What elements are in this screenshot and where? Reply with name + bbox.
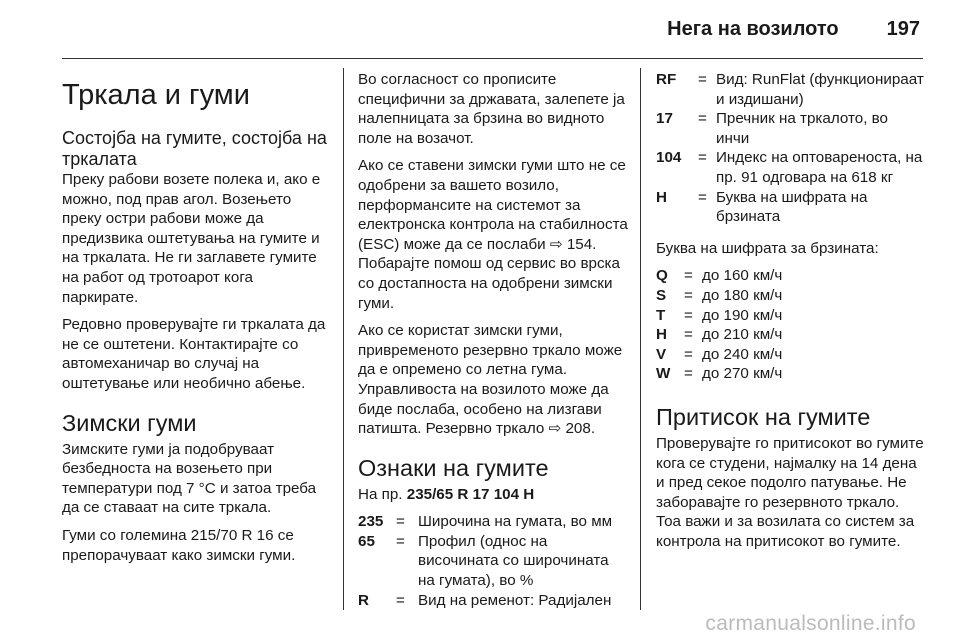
example-prefix: На пр. [358, 485, 407, 503]
definition-row: H = Буква на шифрата на брзината [656, 188, 868, 226]
definition-row: 65 = Профил (однос на височината со широчината на гумата), во % [358, 532, 609, 590]
column-3 [656, 70, 924, 559]
speed-row: S = до 180 км/ч [656, 286, 783, 304]
paragraph: Редовно проверувајте ги тркалата да не се оштетени. Контактирајте со автомеханичар во случај на оштетување или необично абење. [62, 316, 326, 392]
speed-code-intro: Буква на шифрата за брзината: [656, 239, 879, 257]
paragraph: Ако се ставени зимски гуми што не се одобрени за вашето возило, перформансите на системот за електронска контрола на стабилноста (ESC) може да се послаби ⇨ 154. Побарајте помош од сервис во врска со достапноста на одобрени зимски гуми. [358, 157, 628, 312]
section-heading-winter-tires: Зимски гуми [62, 409, 197, 436]
definition-row: 235 = Широчина на гумата, во мм [358, 513, 613, 531]
watermark: carmanualsonline.info [705, 612, 916, 635]
speed-row: T = до 190 км/ч [656, 306, 783, 324]
header-rule [62, 58, 923, 59]
column-2 [358, 70, 628, 622]
column-divider-1 [343, 68, 344, 610]
section-heading-tire-designations: Ознаки на гумите [358, 454, 549, 481]
definition-row: RF = Вид: RunFlat (функционираат и издишани) [656, 71, 924, 108]
section-heading-tire-pressure: Притисок на гумите [656, 403, 871, 430]
column-1 [62, 70, 330, 573]
section-heading-tire-condition: Состојба на гумите, состојба на тркалата [62, 128, 327, 169]
definition-row: 17 = Пречник на тркалото, во инчи [656, 110, 888, 147]
paragraph: Ако се користат зимски гуми, привременото резервно тркало може да е опремено со летна гума. Управливоста на возилото може да биде послаба, особено на лизгави патишта. Резервно тркало ⇨ 208. [358, 322, 623, 438]
definition-list [656, 70, 924, 227]
page-header [667, 18, 920, 41]
paragraph: Во согласност со прописите специфични за државата, залепете ја налепницата за брзина во видното поле на возачот. [358, 71, 625, 147]
paragraph: Зимските гуми ја подобруваат безбедноста на возењето при температури под 7 °C и затоа треба да се ставаат на сите тркала. [62, 440, 317, 517]
definition-row: 104 = Индекс на оптовареноста, на пр. 91 одговара на 618 кг [656, 149, 923, 186]
speed-code-list [656, 266, 924, 384]
speed-row: Q = до 160 км/ч [656, 267, 783, 285]
header-title: Нега на возилото [667, 18, 839, 40]
tire-code-example [358, 485, 628, 505]
example-code: 235/65 R 17 104 H [406, 485, 535, 503]
definition-row: R = Вид на ременот: Радијален [358, 591, 612, 609]
speed-row: H = до 210 км/ч [656, 326, 783, 344]
speed-row: V = до 240 км/ч [656, 345, 783, 363]
page-number: 197 [886, 18, 920, 40]
chapter-heading: Тркала и гуми [62, 79, 250, 111]
column-divider-2 [640, 68, 641, 610]
paragraph: Проверувајте го притисокот во гумите кога се студени, најмалку на 14 дена и пред секое подолго патување. Не заборавајте го резервното тркало. Тоа важи и за возилата со систем за контрола на притисокот во гумите. [656, 434, 924, 550]
speed-row: W = до 270 км/ч [656, 365, 783, 383]
paragraph: Гуми со големина 215/70 R 16 се препорачуваат како зимски гуми. [62, 526, 296, 564]
definition-list [358, 512, 628, 610]
paragraph: Преку рабови возете полека и, ако е можно, под прав агол. Возењето преку остри рабови може да предизвика оштетувања на гумите и на тркалата. Не ги заглавете гумите на работ од тротоарот кога паркирате. [62, 171, 321, 306]
